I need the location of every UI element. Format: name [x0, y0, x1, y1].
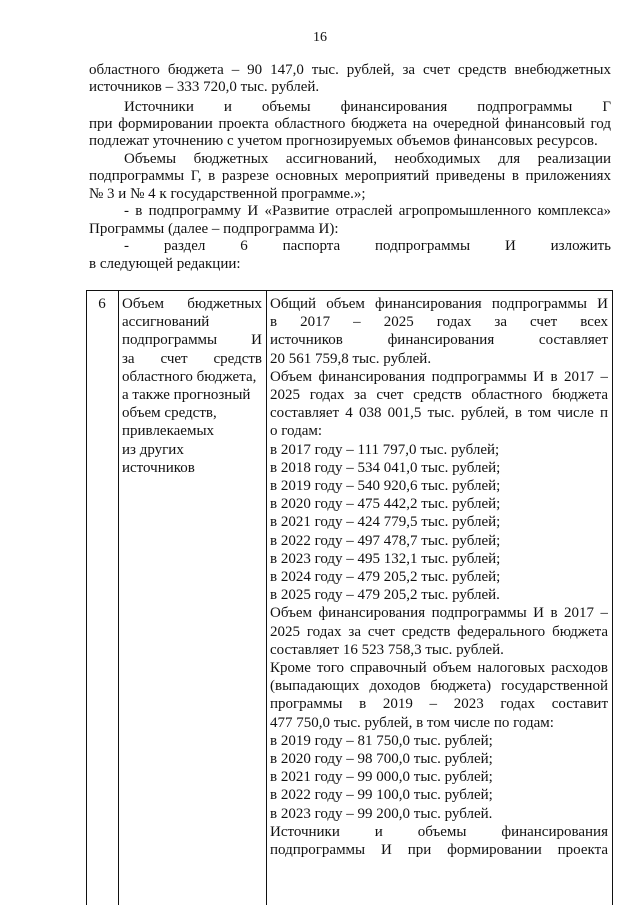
table-border-right — [612, 290, 613, 905]
content-line-6: 2025 годах за счет средств областного бюджета — [270, 387, 608, 403]
page-number: 16 — [313, 30, 327, 45]
label-line-8: привлекаемых — [122, 423, 215, 440]
label-line-4: за счет средств — [122, 350, 262, 367]
content-line-14: в 2022 году – 497 478,7 тыс. рублей; — [270, 532, 501, 549]
intro-line-9: - в подпрограмму И «Развитие отраслей агропромышленного комплекса» — [124, 203, 611, 219]
content-line-29: в 2023 году – 99 200,0 тыс. рублей. — [270, 805, 493, 822]
table-border-left — [86, 290, 87, 905]
intro-line-1: областного бюджета – 90 147,0 тыс. рублей, за счет средств внебюджетных — [89, 62, 611, 78]
content-line-28: в 2022 году – 99 100,0 тыс. рублей; — [270, 787, 493, 804]
intro-line-7: подпрограммы Г, в разрезе основных мероприятий приведены в приложениях — [89, 168, 611, 184]
label-line-6: а также прогнозный — [122, 387, 251, 403]
content-line-11: в 2019 году – 540 920,6 тыс. рублей; — [270, 478, 501, 494]
content-line-24: 477 750,0 тыс. рублей, в том числе по годам: — [270, 714, 554, 731]
content-line-20: составляет 16 523 758,3 тыс. рублей. — [270, 641, 504, 658]
label-line-5: областного бюджета, — [122, 368, 257, 385]
label-line-1: Объем бюджетных — [122, 296, 262, 312]
intro-line-11: - раздел 6 паспорта подпрограммы И изложить — [124, 238, 611, 254]
row-number-cell: 6 — [98, 296, 106, 312]
intro-line-8: № 3 и № 4 к государственной программе.»; — [89, 186, 366, 202]
label-line-7: объем средств, — [122, 405, 217, 422]
content-line-27: в 2021 году – 99 000,0 тыс. рублей; — [270, 769, 493, 786]
intro-line-2: источников – 333 720,0 тыс. рублей. — [89, 79, 320, 95]
content-line-9: в 2017 году – 111 797,0 тыс. рублей; — [270, 441, 500, 458]
intro-line-3: Источники и объемы финансирования подпрограммы Г — [124, 99, 611, 115]
content-line-16: в 2024 году – 479 205,2 тыс. рублей; — [270, 569, 501, 585]
content-line-22: (выпадающих доходов бюджета) государственной — [270, 678, 608, 695]
label-line-9: из других — [122, 441, 184, 458]
content-line-1: Общий объем финансирования подпрограммы И — [270, 296, 608, 312]
intro-line-10: Программы (далее – подпрограмма И): — [89, 221, 339, 237]
content-line-17: в 2025 году – 479 205,2 тыс. рублей. — [270, 587, 500, 604]
content-line-7: составляет 4 038 001,5 тыс. рублей, в том числе п — [270, 405, 608, 422]
content-line-26: в 2020 году – 98 700,0 тыс. рублей; — [270, 751, 493, 767]
content-line-15: в 2023 году – 495 132,1 тыс. рублей; — [270, 550, 501, 567]
content-line-4: 20 561 759,8 тыс. рублей. — [270, 350, 432, 367]
table-divider-2 — [266, 290, 267, 905]
table-divider-1 — [118, 290, 119, 905]
content-line-21: Кроме того справочный объем налоговых расходов — [270, 660, 608, 676]
intro-line-5: подлежат уточнению с учетом прогнозируемых объемов финансовых ресурсов. — [89, 133, 598, 149]
label-line-10: источников — [122, 459, 195, 476]
content-line-10: в 2018 году – 534 041,0 тыс. рублей; — [270, 459, 501, 476]
intro-line-12: в следующей редакции: — [89, 256, 241, 272]
label-line-2: ассигнований — [122, 314, 210, 331]
content-line-30: Источники и объемы финансирования — [270, 823, 608, 840]
content-line-18: Объем финансирования подпрограммы И в 2017 – — [270, 605, 608, 622]
content-line-12: в 2020 году – 475 442,2 тыс. рублей; — [270, 496, 501, 513]
intro-line-6: Объемы бюджетных ассигнований, необходимых для реализации — [124, 151, 611, 167]
content-line-31: подпрограммы И при формировании проекта — [270, 842, 608, 858]
content-line-8: о годам: — [270, 423, 323, 440]
content-line-5: Объем финансирования подпрограммы И в 2017 – — [270, 368, 608, 385]
content-line-3: источников финансирования составляет — [270, 332, 608, 349]
intro-line-4: при формировании проекта областного бюджета на очередной финансовый год — [89, 116, 611, 132]
content-line-19: 2025 годах за счет средств федерального бюджета — [270, 623, 608, 640]
content-line-23: программы в 2019 – 2023 годах составит — [270, 696, 608, 713]
label-line-3: подпрограммы И — [122, 332, 262, 349]
content-line-13: в 2021 году – 424 779,5 тыс. рублей; — [270, 514, 501, 531]
content-line-2: в 2017 – 2025 годах за счет всех — [270, 314, 608, 331]
content-line-25: в 2019 году – 81 750,0 тыс. рублей; — [270, 732, 493, 749]
table-border-top — [86, 290, 613, 291]
